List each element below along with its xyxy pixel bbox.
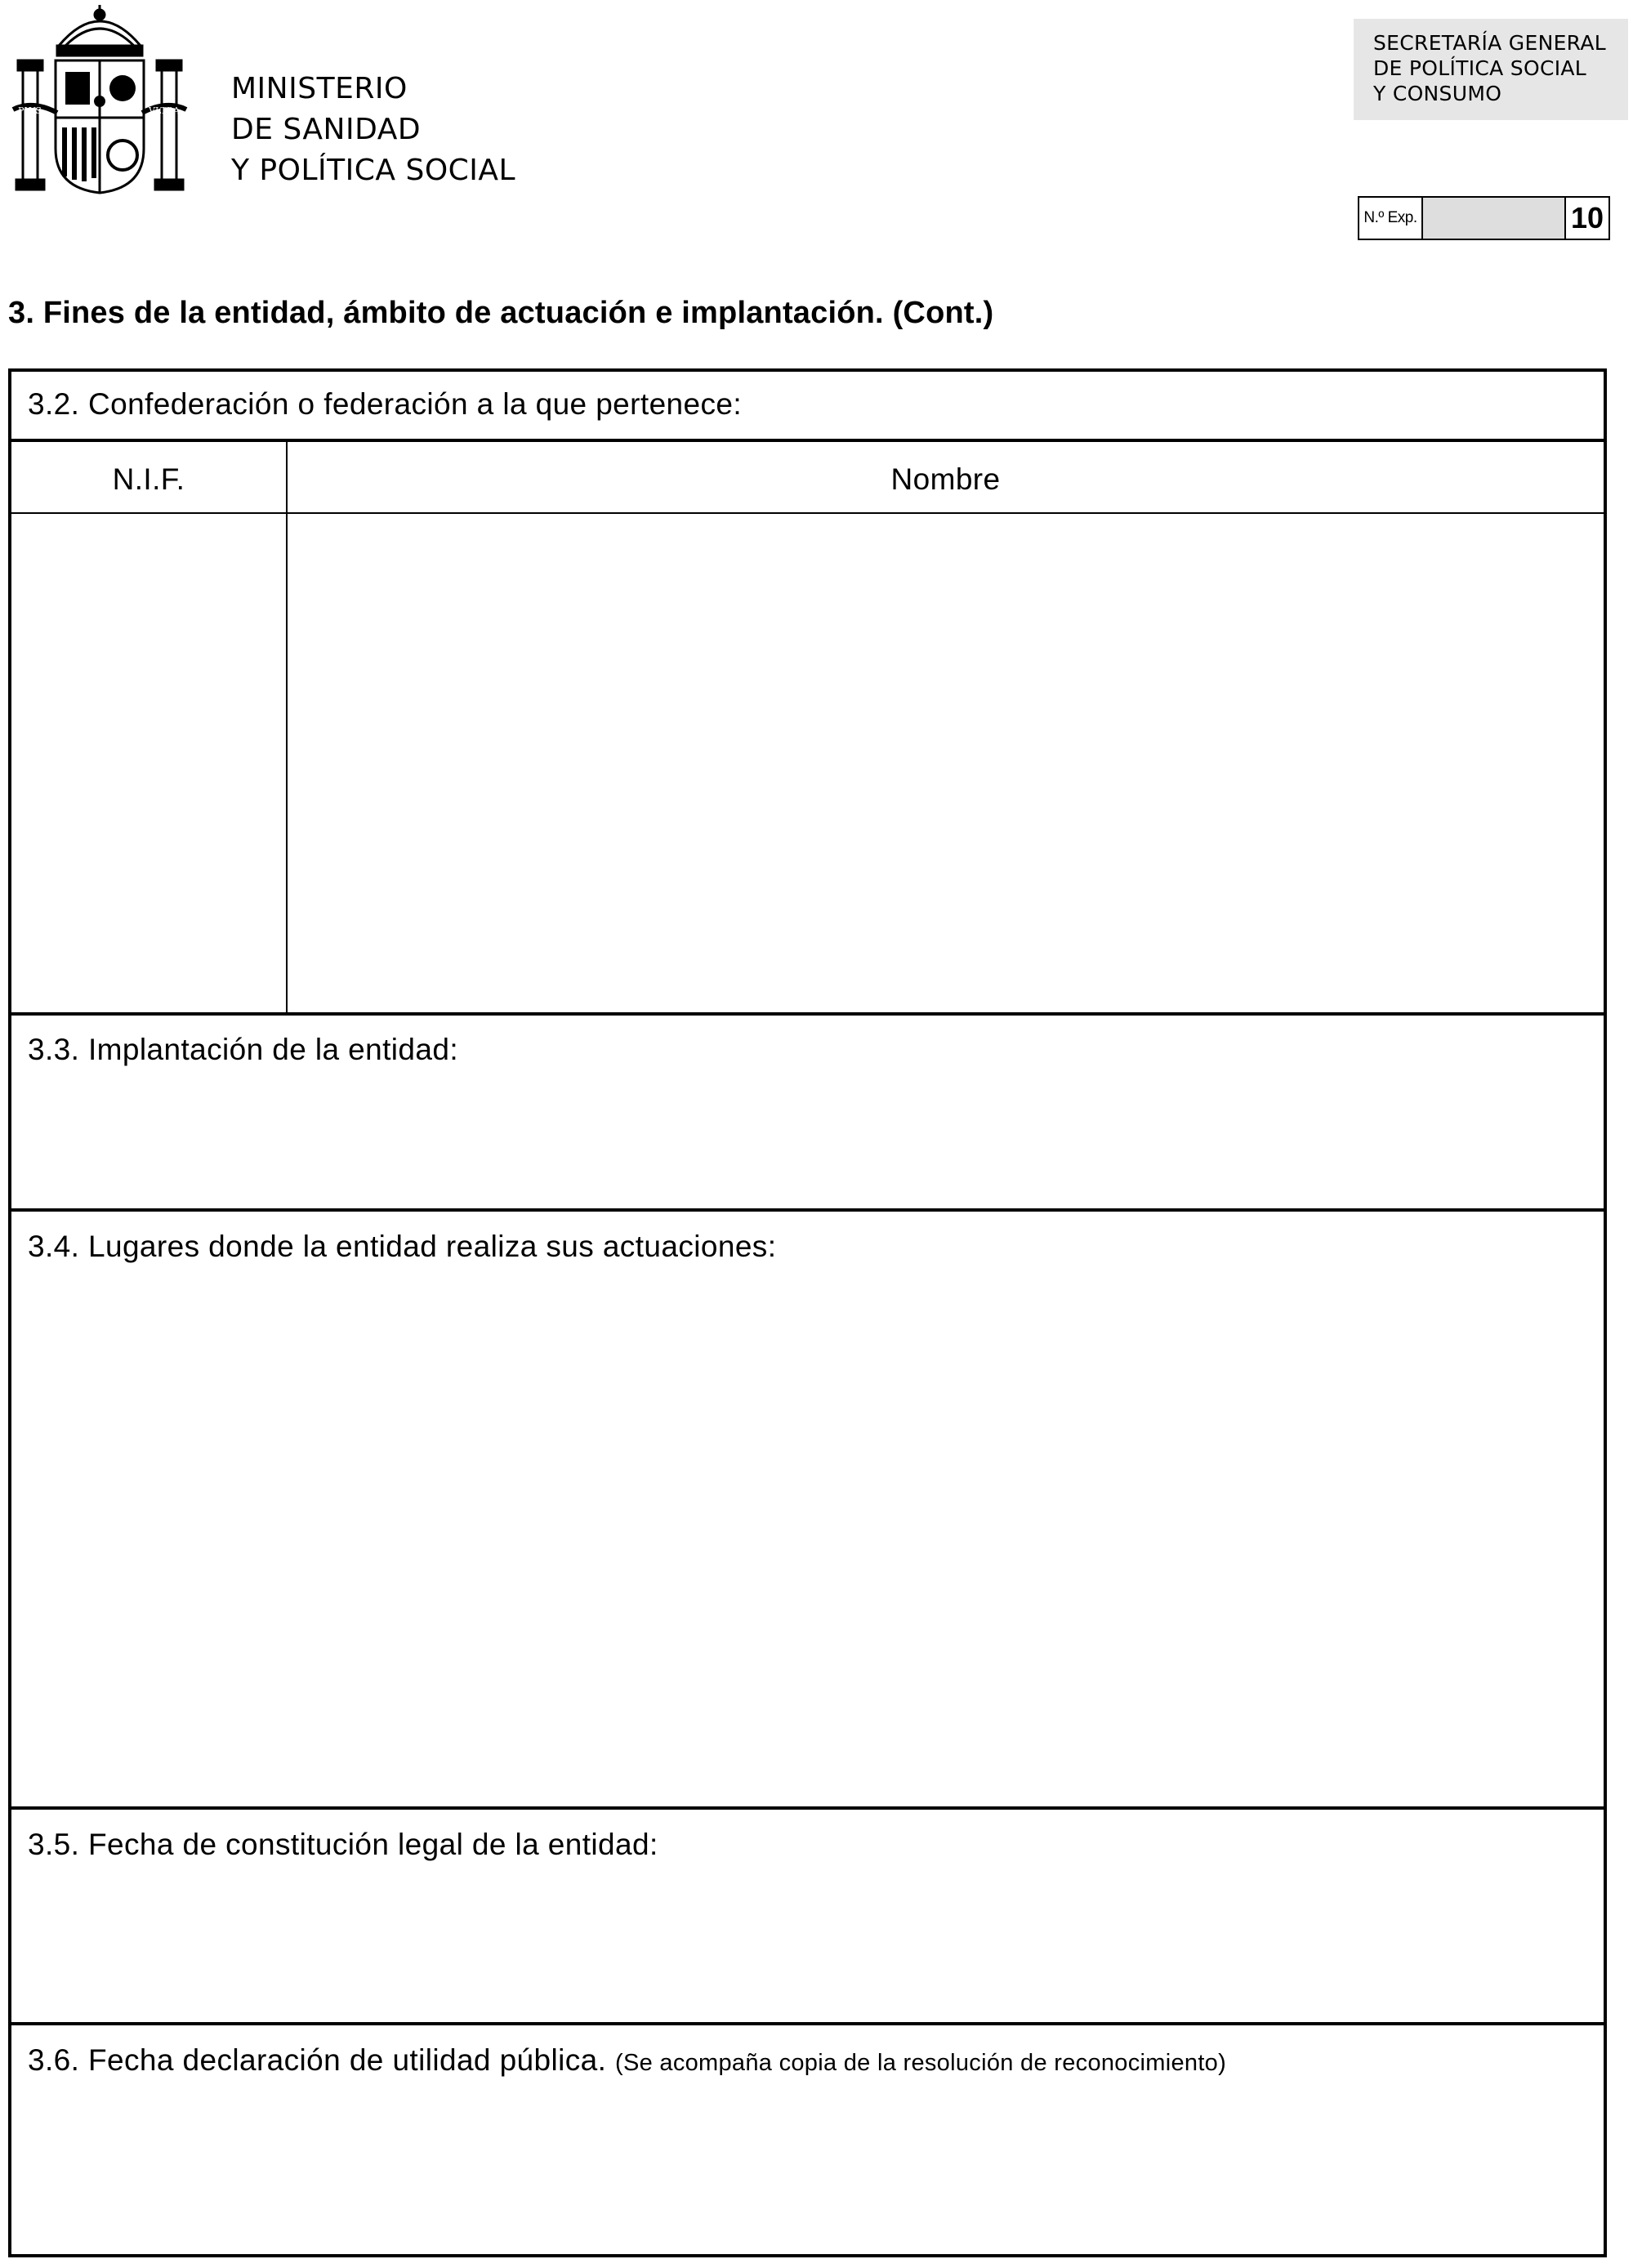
expedient-label: N.º Exp. [1359, 198, 1423, 239]
ministry-name [231, 69, 515, 191]
divider [11, 2022, 1604, 2025]
ministry-line-1: MINISTERIO [231, 72, 408, 105]
secretaria-box [1354, 19, 1628, 120]
section-title: 3. Fines de la entidad, ámbito de actuación e implantación. (Cont.) [8, 296, 994, 330]
divider [11, 1012, 1604, 1016]
page-number: 10 [1570, 201, 1604, 234]
q32-label: 3.2. Confederación o federación a la que pertenece: [28, 387, 743, 421]
divider [11, 439, 1604, 442]
form-table [8, 368, 1607, 2257]
nif-input-cell[interactable] [11, 514, 286, 1012]
col-nombre-header: Nombre [890, 462, 1001, 496]
ministry-line-3: Y POLÍTICA SOCIAL [231, 154, 516, 187]
q36-label-text: 3.6. Fecha declaración de utilidad pública. [28, 2043, 607, 2077]
q36-input-area[interactable] [11, 2092, 1604, 2252]
q34-input-area[interactable] [11, 1279, 1604, 1801]
ministry-line-2: DE SANIDAD [231, 113, 422, 146]
nombre-input-cell[interactable] [288, 514, 1604, 1012]
q35-input-area[interactable] [11, 1877, 1604, 2020]
secretaria-line-3: Y CONSUMO [1373, 82, 1502, 105]
secretaria-line-2: DE POLÍTICA SOCIAL [1373, 56, 1587, 80]
col-nif-header: N.I.F. [112, 462, 185, 496]
divider [11, 1806, 1604, 1810]
q36-note: (Se acompaña copia de la resolución de reconocimiento) [615, 2050, 1227, 2076]
expedient-number-field[interactable] [1423, 198, 1566, 239]
q33-label: 3.3. Implantación de la entidad: [28, 1033, 459, 1066]
q35-label: 3.5. Fecha de constitución legal de la entidad: [28, 1828, 658, 1861]
motto-right: VLTRA [149, 105, 180, 116]
q34-label: 3.4. Lugares donde la entidad realiza sus actuaciones: [28, 1230, 777, 1263]
secretaria-line-1: SECRETARÍA GENERAL [1373, 31, 1606, 55]
expedient-box [1358, 196, 1610, 240]
q33-input-area[interactable] [11, 1083, 1604, 1207]
coat-of-arms-logo [8, 3, 192, 199]
motto-left: PLVS [18, 105, 42, 116]
divider [11, 1208, 1604, 1212]
q36-label [28, 2043, 1226, 2078]
